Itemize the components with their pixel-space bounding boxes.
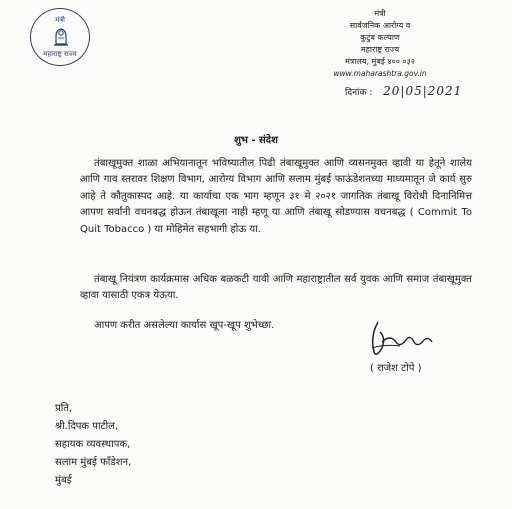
body-paragraph-1: तंबाखूमुक्त शाळा अभियानातून भविष्यातील पिढी तंबाखूमुक्त आणि व्यसनमुक्त व्हावी या हेतूने शालेय आणि गाव स्तरावर शिक्षण विभाग, आरोग्य विभाग आणि सलाम मुंबई फाऊंडेशनच्या माध्यमातून जे कार्य सुरु आहे ते कौतुकास्पद आहे. या कार्याचा एक भाग म्हणून ३१ मे २०२१ जागतिक तंबाखू विरोधी दिनानिमित्त आपण सर्वांनी वचनबद्ध होऊन तंबाखूला नाही म्हणू या आणि तंबाखू सोडण्यास वचनबद्ध ( Commit To Quit Tobacco ) या मोहिमेत सहभागी होऊ या. [80,158,472,235]
date-row [345,84,462,98]
recipient-line: सलाम मुंबई फॉंडेशन, [55,457,132,468]
signatory-name: ( राजेश टोपे ) [370,363,422,374]
office-website: www.maharashtra.gov.in [333,69,427,78]
letter-heading: शुभ - संदेश [234,135,278,146]
body-paragraph-2: तंबाखू नियंत्रण कार्यक्रमास अधिक बळकटी यावी आणि महाराष्ट्रातील सर्व युवक आणि समाज तंबाखूमुक्त व्हावा यासाठी एकत्र येऊया. [80,274,472,302]
recipient-line: मुंबई [55,475,72,486]
date-label: दिनांक : [345,88,373,98]
handwritten-signature [360,318,440,360]
office-line: मंत्रालय, मुंबई ४०० ०३२ [345,57,415,66]
office-address [320,8,440,80]
recipient-line: श्री.दिपक पाटील, [55,421,119,432]
emblem-bottom-text: महाराष्ट्र राज्य [43,50,77,58]
office-line: मंत्री [374,9,386,18]
state-emblem-seal [30,8,90,66]
recipient-block [55,400,131,490]
body-paragraph-3: आपण करीत असलेल्या कार्यास खूप-खूप शुभेच्छा. [94,320,275,331]
office-line: महाराष्ट्र राज्य [360,45,400,54]
ashoka-lion-icon [51,24,71,48]
emblem-top-text: मंत्री [55,16,65,24]
date-value: 20|05|2021 [383,84,463,98]
office-line: कुटुंब कल्याण [360,33,400,42]
office-line: सार्वजनिक आरोग्य व [349,21,411,30]
recipient-line: सहायक व्यवस्थापक, [55,439,131,450]
recipient-line: प्रति, [55,403,73,414]
